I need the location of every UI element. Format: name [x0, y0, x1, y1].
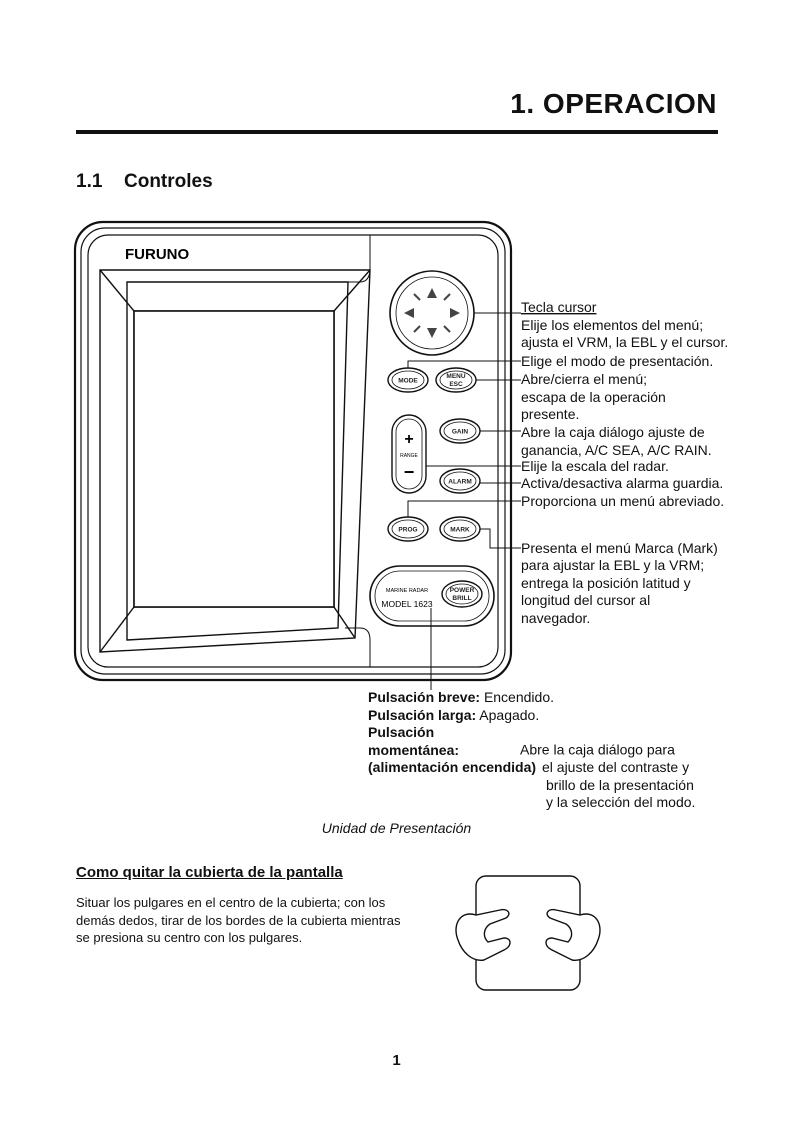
- callout-line: Abre la caja diálogo ajuste de: [521, 424, 705, 440]
- brill-button-label: BRILL: [452, 595, 472, 602]
- cover-removal-illustration: [456, 876, 600, 990]
- callout-cursor: [521, 299, 728, 350]
- gain-button[interactable]: [440, 419, 480, 443]
- power-note-long: Pulsación larga: Apagado.: [368, 706, 540, 723]
- callout-line: para ajustar la EBL y la VRM;: [521, 557, 705, 573]
- model-plate-line: MODEL 1623: [381, 599, 433, 609]
- figure-caption: Unidad de Presentación: [321, 820, 472, 836]
- range-rocker[interactable]: [392, 415, 426, 493]
- section-number: 1.1: [76, 171, 103, 192]
- esc-button-label: ESC: [449, 381, 463, 388]
- callout-prog: Proporciona un menú abreviado.: [521, 493, 725, 509]
- momentary-condition: (alimentación encendida): [368, 759, 537, 775]
- power-button-label: POWER: [449, 587, 475, 594]
- callout-range: Elije la escala del radar.: [521, 458, 669, 474]
- section-title-text: Controles: [124, 171, 213, 192]
- chapter-title: 1. OPERACION: [510, 88, 717, 119]
- alarm-button-label: ALARM: [448, 478, 472, 486]
- gain-button-label: GAIN: [451, 428, 469, 436]
- mode-button[interactable]: [388, 368, 428, 392]
- howto-title: Como quitar la cubierta de la pantalla: [76, 864, 343, 881]
- callout-alarm: Activa/desactiva alarma guardia.: [521, 475, 724, 491]
- range-minus-icon[interactable]: −: [403, 462, 415, 482]
- alarm-button[interactable]: [440, 469, 480, 493]
- power-note-short: Pulsación breve: Encendido.: [368, 689, 554, 705]
- callout-line: presente.: [521, 406, 580, 422]
- menu-button-label: MENU: [446, 373, 466, 380]
- brand-logo: FURUNO: [125, 246, 190, 263]
- callout-line: escapa de la operación: [521, 389, 666, 405]
- mode-button-label: MODE: [398, 377, 418, 385]
- model-plate-line: MARINE RADAR: [385, 588, 429, 594]
- callout-line: Presenta el menú Marca (Mark): [521, 540, 718, 556]
- momentary-label: Pulsación momentánea:: [368, 724, 460, 758]
- callout-gain: [521, 424, 712, 458]
- cursor-pad[interactable]: [390, 271, 474, 355]
- prog-button[interactable]: [388, 517, 428, 541]
- power-brill-button[interactable]: [442, 581, 482, 607]
- callout-mode: Elige el modo de presentación.: [521, 353, 714, 369]
- callout-line: navegador.: [521, 610, 591, 626]
- range-plus-icon[interactable]: +: [404, 431, 414, 448]
- prog-button-label: PROG: [398, 526, 418, 534]
- callout-line: longitud del cursor al: [521, 592, 651, 608]
- callout-line: ganancia, A/C SEA, A/C RAIN.: [521, 442, 712, 458]
- menu-esc-button[interactable]: [436, 368, 476, 392]
- mark-button-label: MARK: [450, 526, 470, 534]
- page-number: 1: [392, 1052, 401, 1069]
- mark-button[interactable]: [440, 517, 480, 541]
- callout-line: Abre/cierra el menú;: [521, 371, 648, 387]
- callout-mark: [521, 540, 718, 626]
- range-label: RANGE: [400, 453, 418, 459]
- power-note-momentary: Pulsación momentánea: Abre la caja diálogo para (alimentación encendida) el ajuste del contraste y brillo de la presentación y la selección del modo.: [368, 724, 696, 810]
- callout-menu: [521, 371, 666, 422]
- callout-heading: Tecla cursor: [521, 299, 597, 315]
- callout-line: ajusta el VRM, la EBL y el cursor.: [521, 334, 729, 350]
- display-screen: [134, 311, 334, 607]
- callout-line: Elije los elementos del menú;: [521, 317, 704, 333]
- callout-line: entrega la posición latitud y: [521, 575, 691, 591]
- howto-text: Situar los pulgares en el centro de la cubierta; con los demás dedos, tirar de los bordes de la cubierta mientras se presiona su centro con los pulgares.: [76, 895, 401, 945]
- power-notes: [368, 689, 554, 724]
